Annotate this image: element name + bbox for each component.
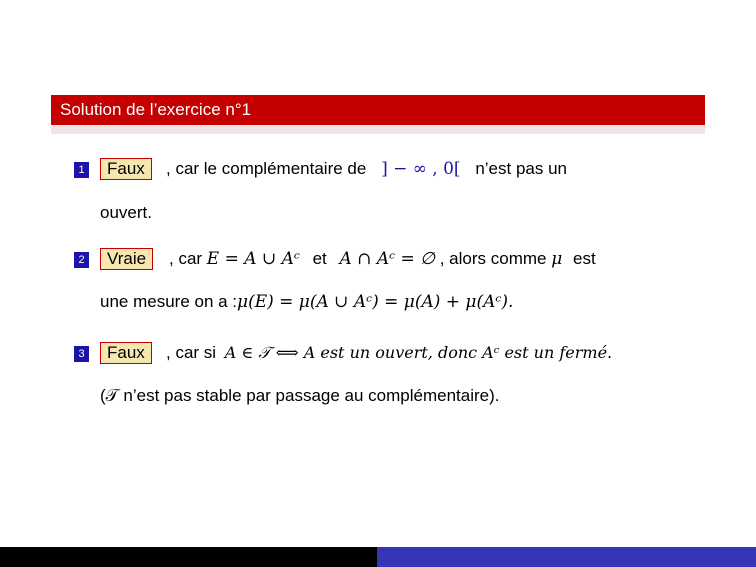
answer-box-2: Vraie <box>100 248 153 270</box>
block-title-shadow <box>51 125 705 134</box>
block-title: Solution de l’exercice n°1 <box>51 95 705 125</box>
item-number-3: 3 <box>74 346 89 362</box>
item-number-2: 2 <box>74 252 89 268</box>
item-2-text-4: est <box>573 249 596 268</box>
item-2-continuation-math: μ(E) = μ(A ∪ Aᶜ) = μ(A) + μ(Aᶜ). <box>237 292 514 312</box>
item-3-continuation: (𝒯 n’est pas stable par passage au complémentaire). <box>100 386 500 405</box>
answer-box-3: Faux <box>100 342 152 364</box>
item-2-continuation-text: une mesure on a : <box>100 292 238 311</box>
item-1-text-2: n’est pas un <box>475 159 567 178</box>
item-number-1: 1 <box>74 162 89 178</box>
item-1-text-1: , car le complémentaire de <box>166 159 367 178</box>
item-2-continuation <box>100 292 513 312</box>
item-1-line <box>166 159 567 179</box>
item-3-math-1: A ∈ 𝒯 ⟺ A est un ouvert, donc Aᶜ est un fermé. <box>224 343 613 362</box>
item-2-text-3: , alors comme <box>439 249 547 268</box>
item-1-math-1: ] − ∞ , 0[ <box>381 159 461 179</box>
item-2-math-3: μ <box>551 249 563 269</box>
footer-bar-right <box>377 547 756 567</box>
item-2-math-2: A ∩ Aᶜ = ∅ <box>339 249 435 269</box>
item-2-text-2: et <box>312 249 327 268</box>
item-2-line <box>169 249 596 269</box>
item-2-math-1: E = A ∪ Aᶜ <box>206 249 300 269</box>
item-3-line <box>166 343 612 363</box>
answer-box-1: Faux <box>100 158 152 180</box>
footer-bar-left <box>0 547 377 567</box>
item-3-text-1: , car si <box>166 343 217 362</box>
item-2-text-1: , car <box>169 249 203 268</box>
item-1-continuation: ouvert. <box>100 203 152 222</box>
